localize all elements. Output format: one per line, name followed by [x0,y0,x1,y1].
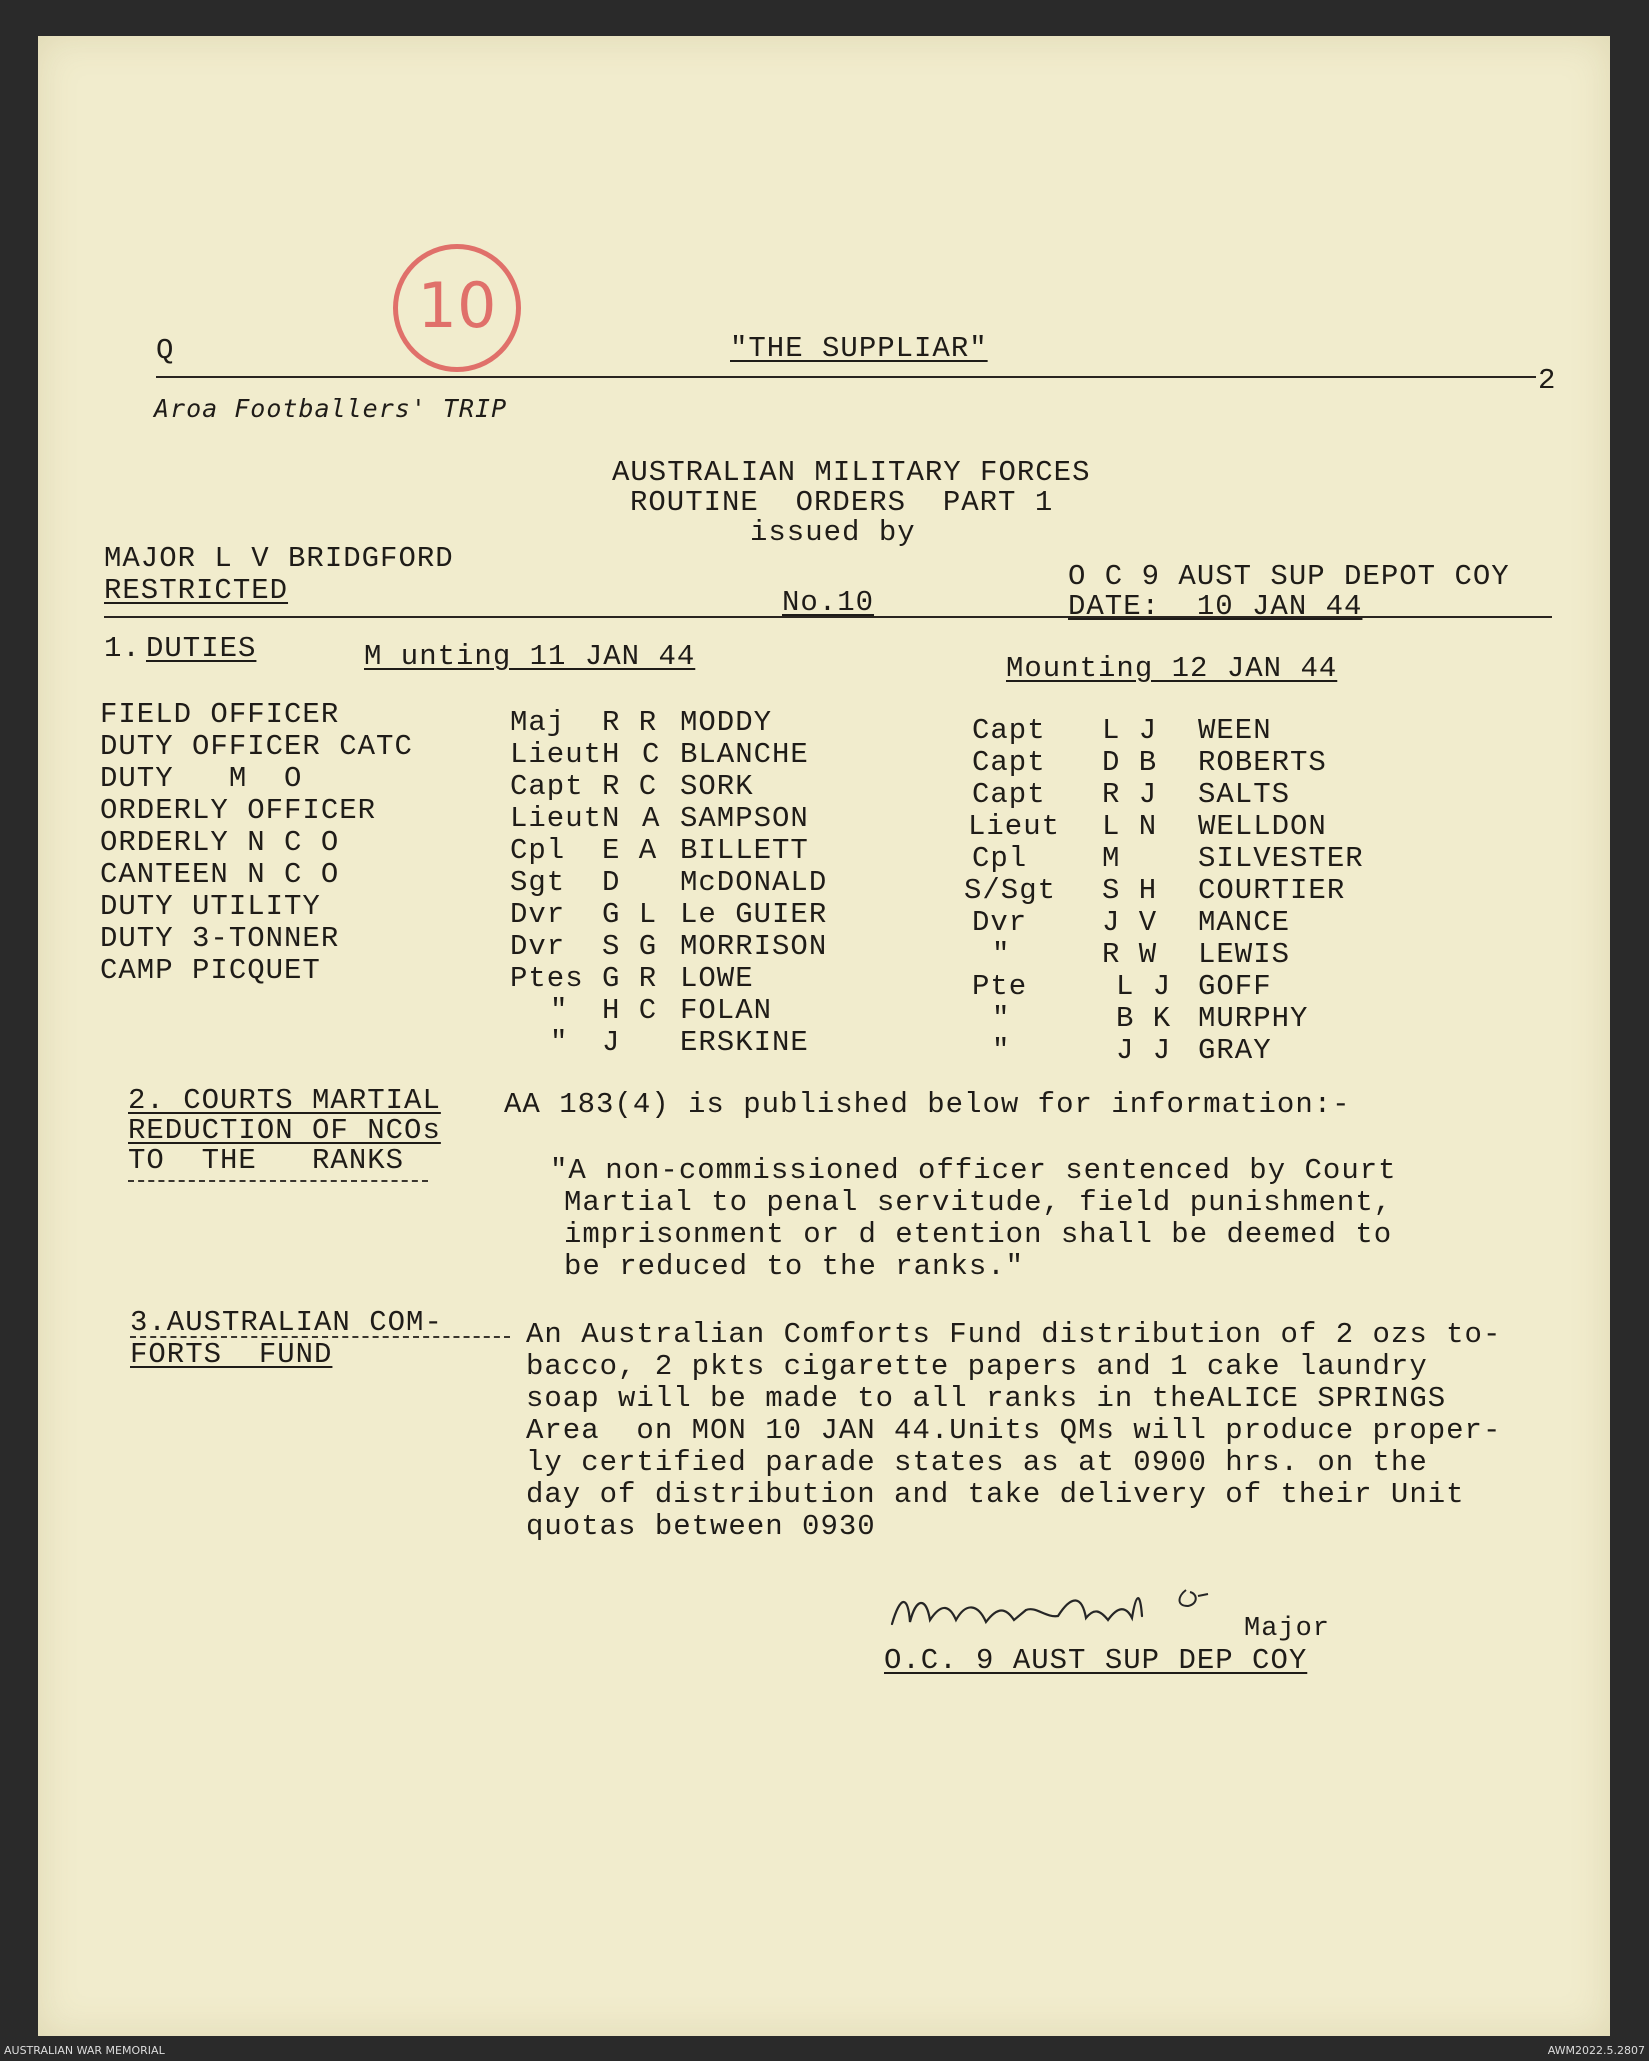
initials: L J [1116,970,1172,1003]
ditto: " [992,938,1011,971]
rank: Sgt [510,866,566,899]
body-line: An Australian Comforts Fund distribution of 2 ozs to- [526,1318,1502,1351]
document-page [38,36,1610,2036]
initials: J J [1116,1034,1172,1067]
page-number: 2 [1538,364,1557,397]
heading-rule [104,616,1552,618]
surname: MODDY [680,706,773,739]
rank: S/Sgt [964,874,1057,907]
circled-number-stamp: 10 [393,244,521,372]
initials: L N [1102,810,1158,843]
duties-number: 1. [104,632,141,665]
rank: Capt [972,746,1046,779]
initials: C [642,738,661,771]
surname: LOWE [680,962,754,995]
section-heading-line: FORTS FUND [130,1338,333,1371]
duty-role: DUTY OFFICER CATC [100,730,413,763]
signature-unit: O.C. 9 AUST SUP DEP COY [884,1644,1308,1677]
section-heading-line: REDUCTION OF NCOs [128,1114,441,1147]
surname: SALTS [1198,778,1291,811]
surname: McDONALD [680,866,828,899]
mounting-day-2: Mounting 12 JAN 44 [1006,652,1338,685]
rank: LieutN [510,802,621,835]
duty-role: CAMP PICQUET [100,954,321,987]
surname: BLANCHE [680,738,809,771]
initials: A [642,802,661,835]
surname: LEWIS [1198,938,1291,971]
initials: H C [602,994,658,1027]
rank: Dvr [972,906,1028,939]
surname: SAMPSON [680,802,809,835]
initials: D B [1102,746,1158,779]
mounting-day-1: M unting 11 JAN 44 [364,640,696,673]
initials: R W [1102,938,1158,971]
section-heading-line: TO THE RANKS [128,1144,405,1177]
ditto: " [992,1002,1011,1035]
surname: MURPHY [1198,1002,1309,1035]
handwritten-note: Aroa Footballers' TRIP [154,394,508,423]
surname: COURTIER [1198,874,1346,907]
body-line: Area on MON 10 JAN 44.Units QMs will produce proper- [526,1414,1502,1447]
initials: D [602,866,621,899]
section-rule [128,1180,428,1182]
rank: Capt [510,770,584,803]
heading-line-1: AUSTRALIAN MILITARY FORCES [612,456,1091,489]
body-line: soap will be made to all ranks in theALICE SPRINGS [526,1382,1447,1415]
initials: R C [602,770,658,803]
quote-line: Martial to penal servitude, field punishment, [564,1186,1393,1219]
archive-reference: AWM2022.5.2807 [1547,2044,1645,2057]
initials: M [1102,842,1121,875]
ditto: " [550,1026,569,1059]
rank: Ptes [510,962,584,995]
rank: Cpl [972,842,1028,875]
surname: WEEN [1198,714,1272,747]
rank: Dvr [510,930,566,963]
heading-line-2: ROUTINE ORDERS PART 1 [630,486,1054,519]
duty-role: DUTY 3-TONNER [100,922,340,955]
initials: R R [602,706,658,739]
header-rule [156,376,1536,378]
surname: GRAY [1198,1034,1272,1067]
initials: B K [1116,1002,1172,1035]
duty-role: DUTY UTILITY [100,890,321,923]
body-line: day of distribution and take delivery of their Unit [526,1478,1465,1511]
newsletter-title: "THE SUPPLIAR" [730,332,988,365]
quote-line: "A non-commissioned officer sentenced by Court [550,1154,1397,1187]
surname: SILVESTER [1198,842,1364,875]
rank: Pte [972,970,1028,1003]
order-number: No.10 [782,586,875,619]
rank: Lieut [968,810,1061,843]
rank: Capt [972,714,1046,747]
initials: J [602,1026,621,1059]
surname: WELLDON [1198,810,1327,843]
initials: L J [1102,714,1158,747]
body-line: ly certified parade states as at 0900 hrs. on the [526,1446,1428,1479]
issuer-name: MAJOR L V BRIDGFORD [104,542,454,575]
signature-rank: Major [1244,1614,1331,1644]
ditto: " [550,994,569,1027]
rank: LieutH [510,738,621,771]
duties-title: DUTIES [146,632,257,665]
quote-line: be reduced to the ranks." [564,1250,1025,1283]
duty-role: DUTY M O [100,762,303,795]
rank: Capt [972,778,1046,811]
rank: Dvr [510,898,566,931]
initials: R J [1102,778,1158,811]
section-rule [130,1336,510,1338]
surname: FOLAN [680,994,773,1027]
duty-role: FIELD OFFICER [100,698,340,731]
ditto: " [992,1034,1011,1067]
initials: S H [1102,874,1158,907]
heading-line-3: issued by [750,516,916,549]
courts-martial-intro: AA 183(4) is published below for information:- [504,1088,1351,1121]
rank: Maj [510,706,566,739]
duty-role: ORDERLY N C O [100,826,340,859]
surname: GOFF [1198,970,1272,1003]
initials: E A [602,834,658,867]
archive-credit: AUSTRALIAN WAR MEMORIAL [4,2044,165,2057]
surname: ERSKINE [680,1026,809,1059]
initials: S G [602,930,658,963]
initials: J V [1102,906,1158,939]
quote-line: imprisonment or d etention shall be deemed to [564,1218,1393,1251]
surname: ROBERTS [1198,746,1327,779]
header-mark: Q [156,334,175,367]
classification: RESTRICTED [104,574,289,607]
body-line: quotas between 0930 [526,1510,876,1543]
handwritten-signature [886,1576,1216,1646]
issuing-unit: O C 9 AUST SUP DEPOT COY [1068,560,1510,593]
duty-role: CANTEEN N C O [100,858,340,891]
duty-role: ORDERLY OFFICER [100,794,377,827]
surname: Le GUIER [680,898,828,931]
rank: Cpl [510,834,566,867]
surname: MORRISON [680,930,828,963]
surname: BILLETT [680,834,809,867]
section-heading-line: 3.AUSTRALIAN COM- [130,1306,443,1339]
initials: G R [602,962,658,995]
surname: MANCE [1198,906,1291,939]
initials: G L [602,898,658,931]
surname: SORK [680,770,754,803]
order-date: DATE: 10 JAN 44 [1068,590,1363,623]
body-line: bacco, 2 pkts cigarette papers and 1 cake laundry [526,1350,1428,1383]
section-heading-line: 2. COURTS MARTIAL [128,1084,441,1117]
